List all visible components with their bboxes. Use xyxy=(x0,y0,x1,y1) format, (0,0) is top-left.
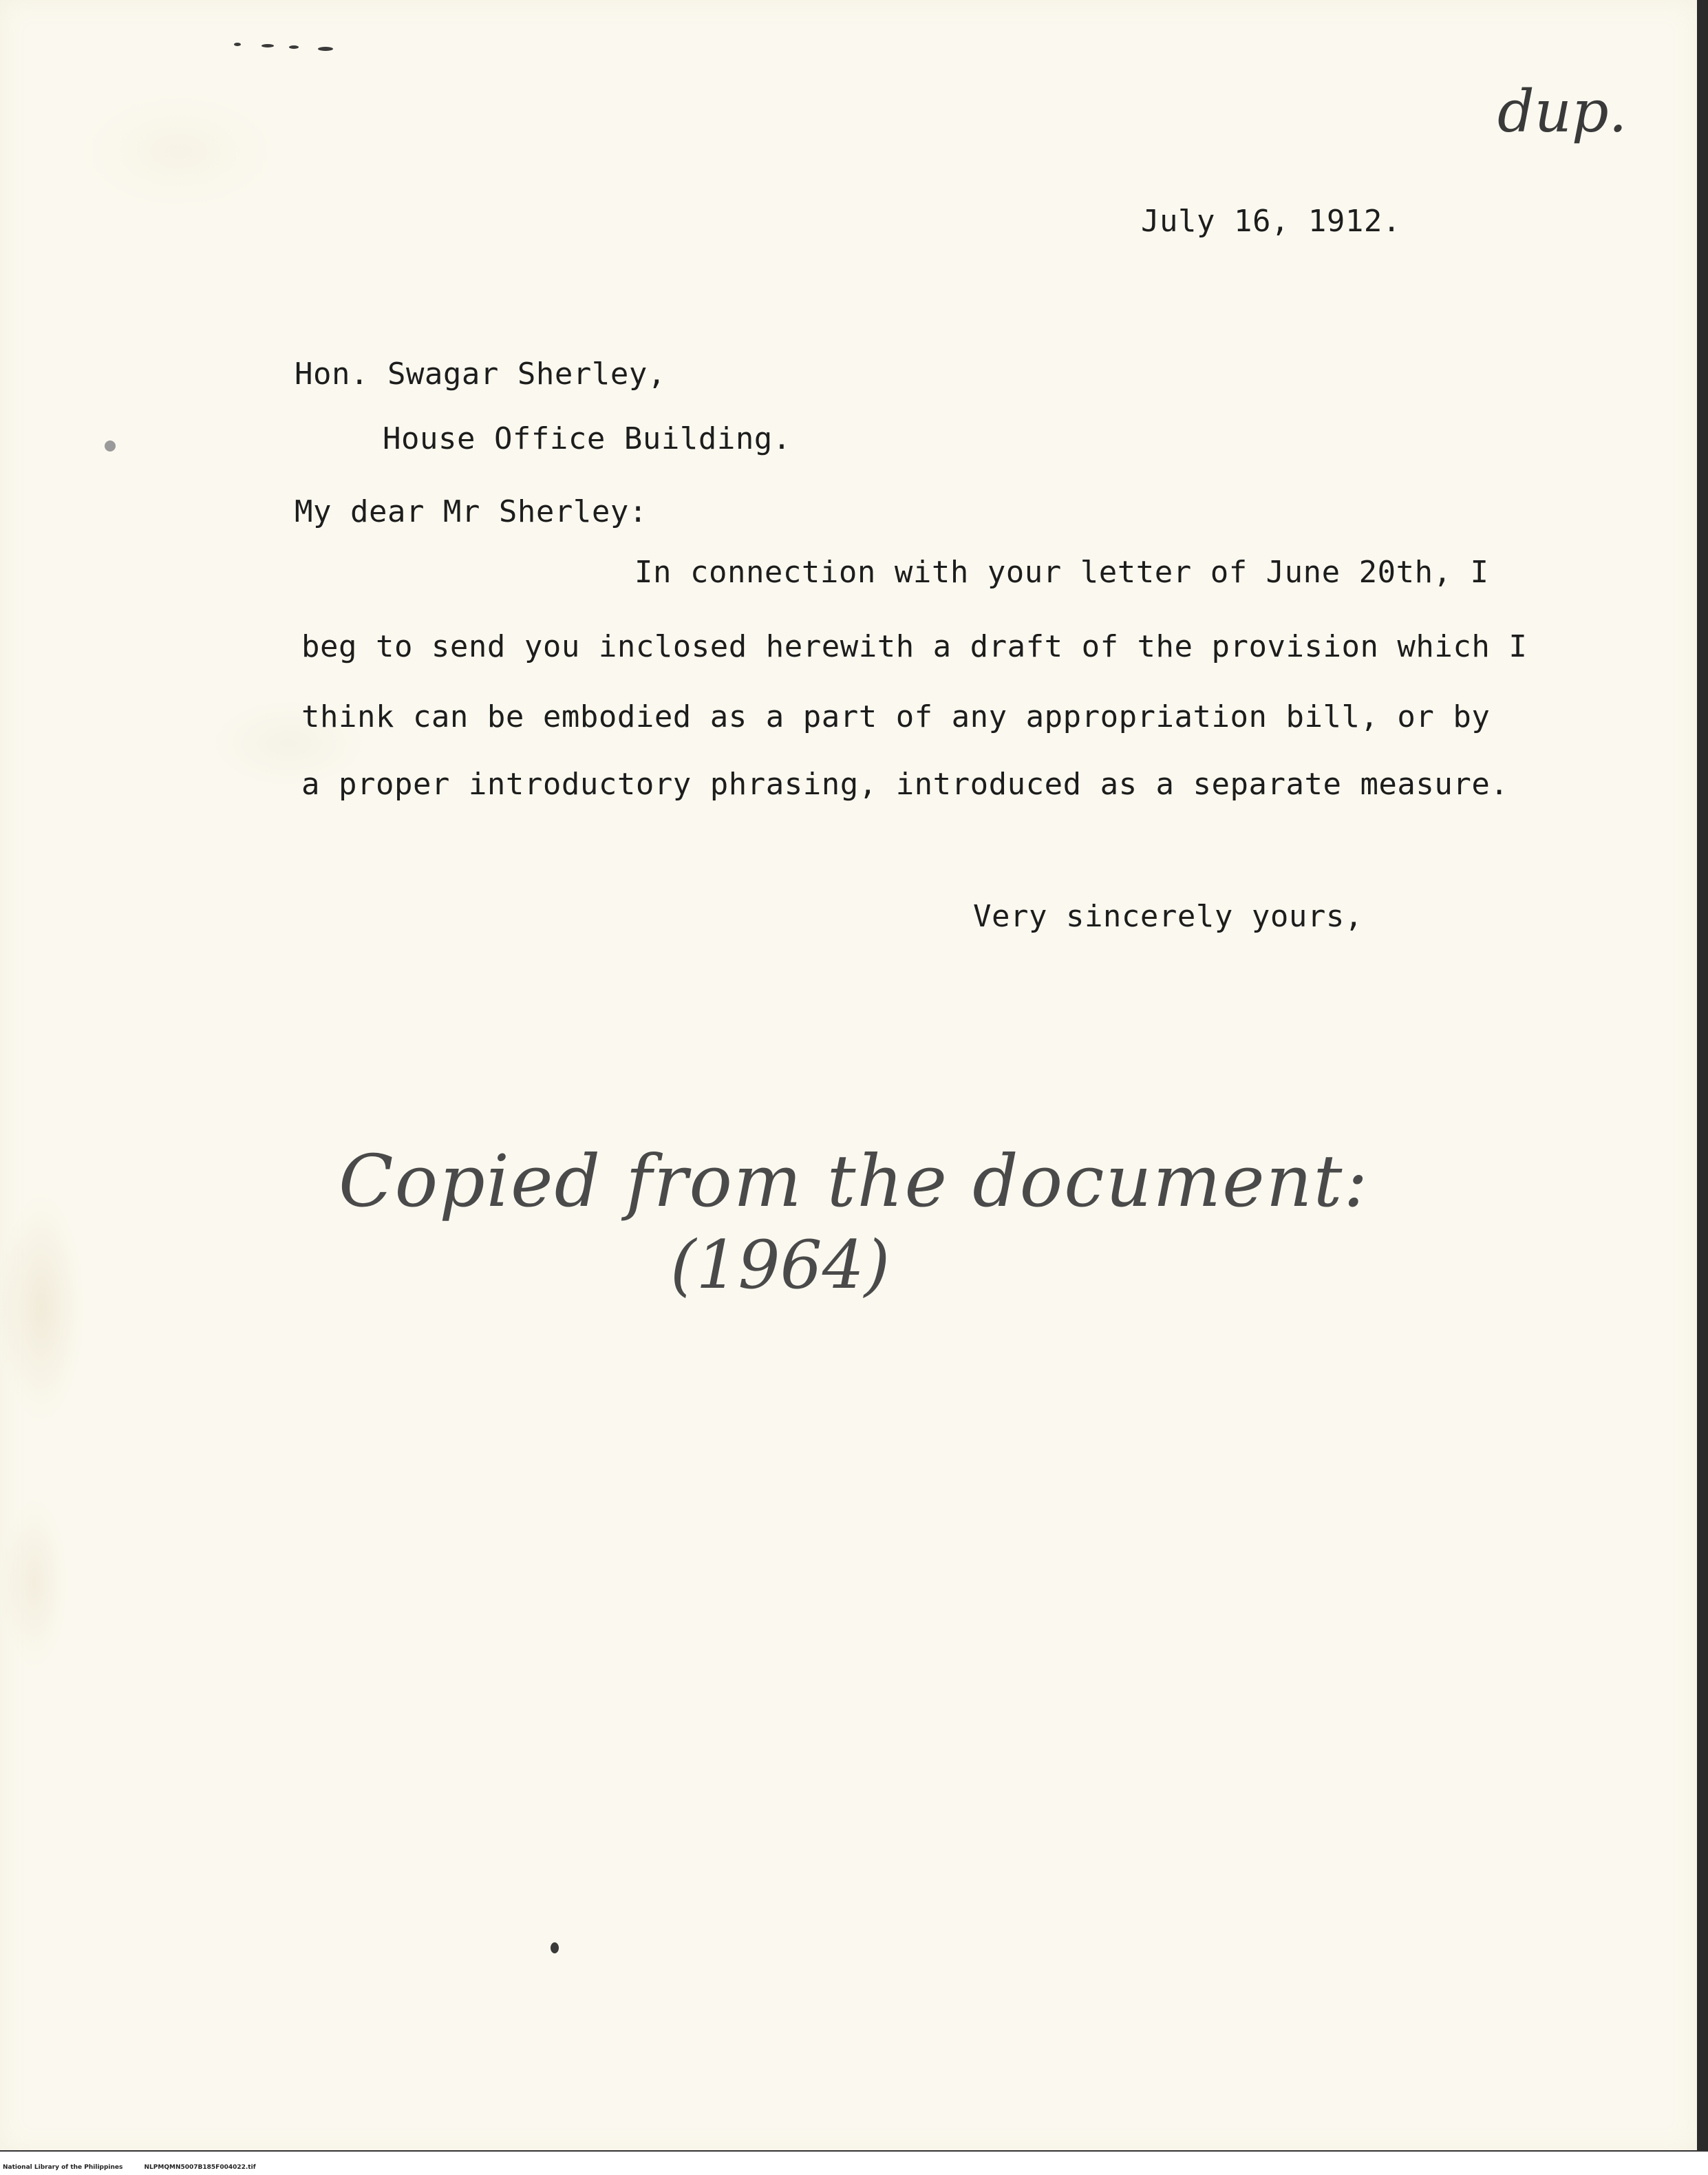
letter-date: July 16, 1912. xyxy=(1141,204,1401,239)
salutation: My dear Mr Sherley: xyxy=(295,494,648,529)
scan-footer-strip xyxy=(0,2150,1708,2175)
ink-speck xyxy=(234,43,241,46)
ink-speck xyxy=(551,1942,559,1953)
footer-file-id: NLPMQMN5007B185F004022.tif xyxy=(144,2164,256,2171)
ink-speck xyxy=(289,45,299,49)
addressee-address: House Office Building. xyxy=(383,421,791,456)
handwritten-year-note: (1964) xyxy=(670,1227,890,1304)
body-line-2: beg to send you inclosed herewith a draft of the provision which I xyxy=(301,629,1528,664)
handwritten-dup-note: dup. xyxy=(1497,78,1627,145)
body-line-3: think can be embodied as a part of any appropriation bill, or by xyxy=(301,699,1491,734)
scan-footer-text xyxy=(3,2164,275,2171)
body-line-1: In connection with your letter of June 20th, I xyxy=(634,555,1489,590)
body-line-4: a proper introductory phrasing, introduced as a separate measure. xyxy=(301,767,1509,802)
addressee-name: Hon. Swagar Sherley, xyxy=(295,357,666,392)
footer-institution: National Library of the Philippines xyxy=(3,2164,123,2171)
handwritten-copied-note: Copied from the document: xyxy=(339,1139,1369,1223)
ink-speck xyxy=(261,44,274,47)
closing: Very sincerely yours, xyxy=(973,899,1363,934)
ink-speck xyxy=(318,47,333,51)
scan-edge-right xyxy=(1697,0,1708,2175)
ink-speck xyxy=(105,441,116,452)
